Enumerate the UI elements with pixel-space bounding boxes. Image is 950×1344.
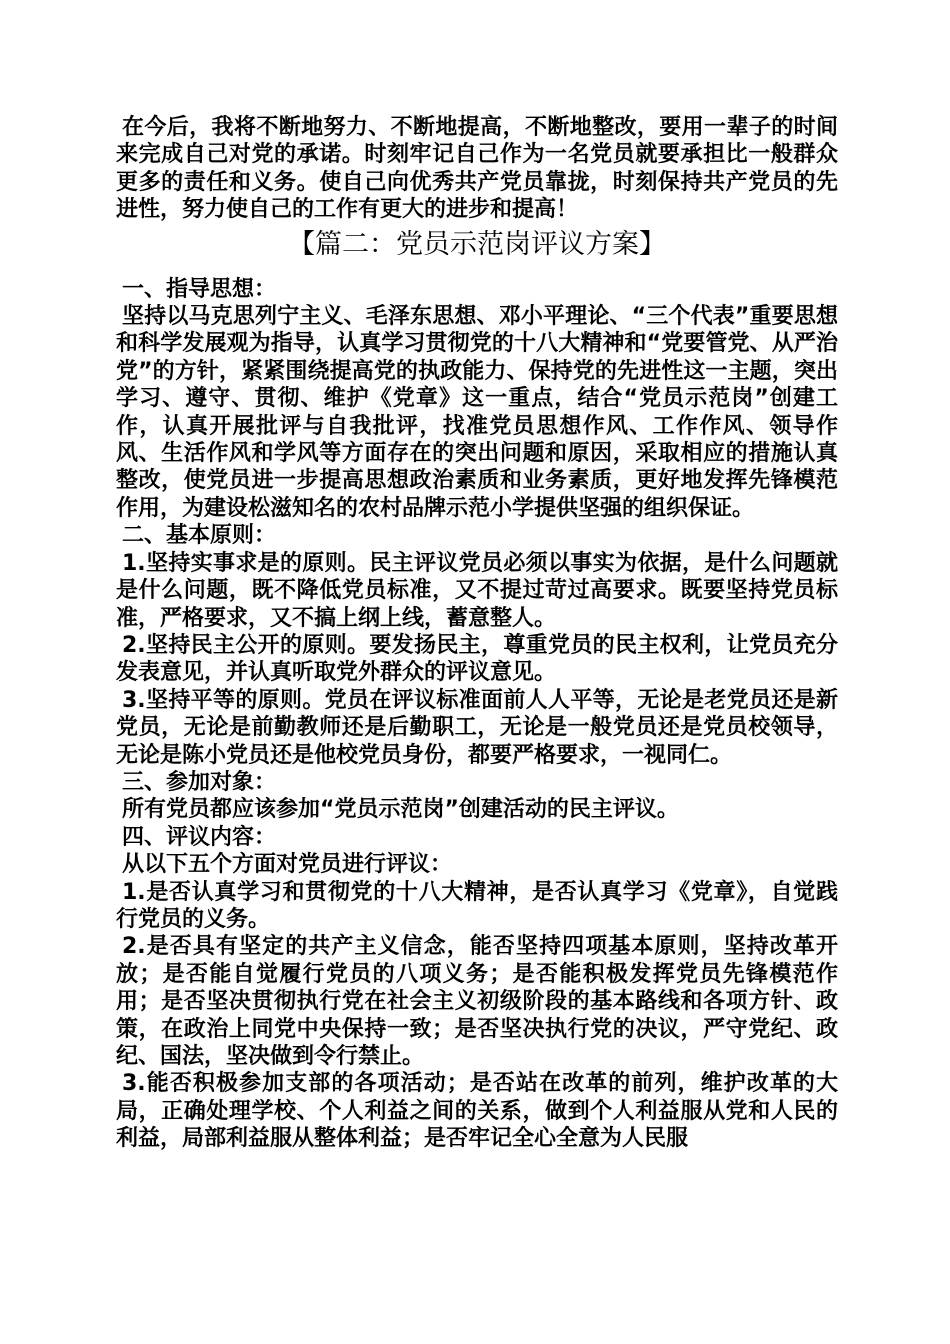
section-title: 【篇二：党员示范岗评议方案】 bbox=[288, 228, 666, 260]
document-page bbox=[116, 114, 838, 1153]
section-guiding-thought bbox=[116, 276, 838, 523]
body-paragraph: 1.是否认真学习和贯彻党的十八大精神，是否认真学习《党章》，自觉践行党员的义务。 bbox=[116, 879, 838, 932]
section-heading: 二、基本原则： bbox=[122, 523, 277, 549]
body-paragraph: 1.坚持实事求是的原则。民主评议党员必须以事实为依据，是什么问题就是什么问题，既不降低党员标准，又不提过苛过高要求。既要坚持党员标准，严格要求，又不搞上纲上线，蓄意整人。 bbox=[116, 550, 838, 631]
section-basic-principles bbox=[116, 522, 838, 769]
body-paragraph: 从以下五个方面对党员进行评议： bbox=[122, 852, 453, 878]
body-paragraph: 所有党员都应该参加“党员示范岗”创建活动的民主评议。 bbox=[122, 797, 679, 823]
section-heading: 三、参加对象： bbox=[122, 769, 277, 795]
body-paragraph: 3.坚持平等的原则。党员在评议标准面前人人平等，无论是老党员还是新党员，无论是前勤教师还是后勤职工，无论是一般党员还是党员校领导，无论是陈小党员还是他校党员身份，都要严格要求，一视同仁。 bbox=[116, 687, 838, 768]
body-paragraph: 2.是否具有坚定的共产主义信念，能否坚持四项基本原则，坚持改革开放；是否能自觉履行党员的八项义务；是否能积极发挥党员先锋模范作用；是否坚决贯彻执行党在社会主义初级阶段的基本路线和各项方针、政策，在政治上同党中央保持一致；是否坚决执行党的决议，严守党纪、政纪、国法，坚决做到令行禁止。 bbox=[116, 934, 838, 1069]
body-paragraph: 3.能否积极参加支部的各项活动；是否站在改革的前列，维护改革的大局，正确处理学校、个人利益之间的关系，做到个人利益服从党和人民的利益，局部利益服从整体利益；是否牢记全心全意为人民服 bbox=[116, 1071, 838, 1152]
section-heading: 四、评议内容： bbox=[122, 824, 277, 850]
section-evaluation-content bbox=[116, 824, 838, 1153]
body-paragraph: 坚持以马克思列宁主义、毛泽东思想、邓小平理论、“三个代表”重要思想和科学发展观为指导，认真学习贯彻党的十八大精神和“党要管党、从严治党”的方针，紧紧围绕提高党的执政能力、保持党的先进性这一主题，突出学习、遵守、贯彻、维护《党章》这一重点，结合“党员示范岗”创建工作，认真开展批评与自我批评，找准党员思想作风、工作作风、领导作风、生活作风和学风等方面存在的突出问题和原因，采取相应的措施认真整改，使党员进一步提高思想政治素质和业务素质，更好地发挥先锋模范作用，为建设松滋知名的农村品牌示范小学提供坚强的组织保证。 bbox=[116, 304, 838, 521]
section-participants bbox=[116, 769, 838, 824]
body-paragraph: 2.坚持民主公开的原则。要发扬民主，尊重党员的民主权利，让党员充分发表意见，并认真听取党外群众的评议意见。 bbox=[116, 632, 838, 686]
intro-paragraph: 在今后，我将不断地努力、不断地提高，不断地整改，要用一辈子的时间来完成自己对党的承诺。时刻牢记自己作为一名党员就要承担比一般群众更多的责任和义务。使自己向优秀共产党员靠拢，时刻保持共产党员的先进性，努力使自己的工作有更大的进步和提高！ bbox=[116, 115, 838, 223]
section-heading: 一、指导思想： bbox=[122, 276, 277, 302]
